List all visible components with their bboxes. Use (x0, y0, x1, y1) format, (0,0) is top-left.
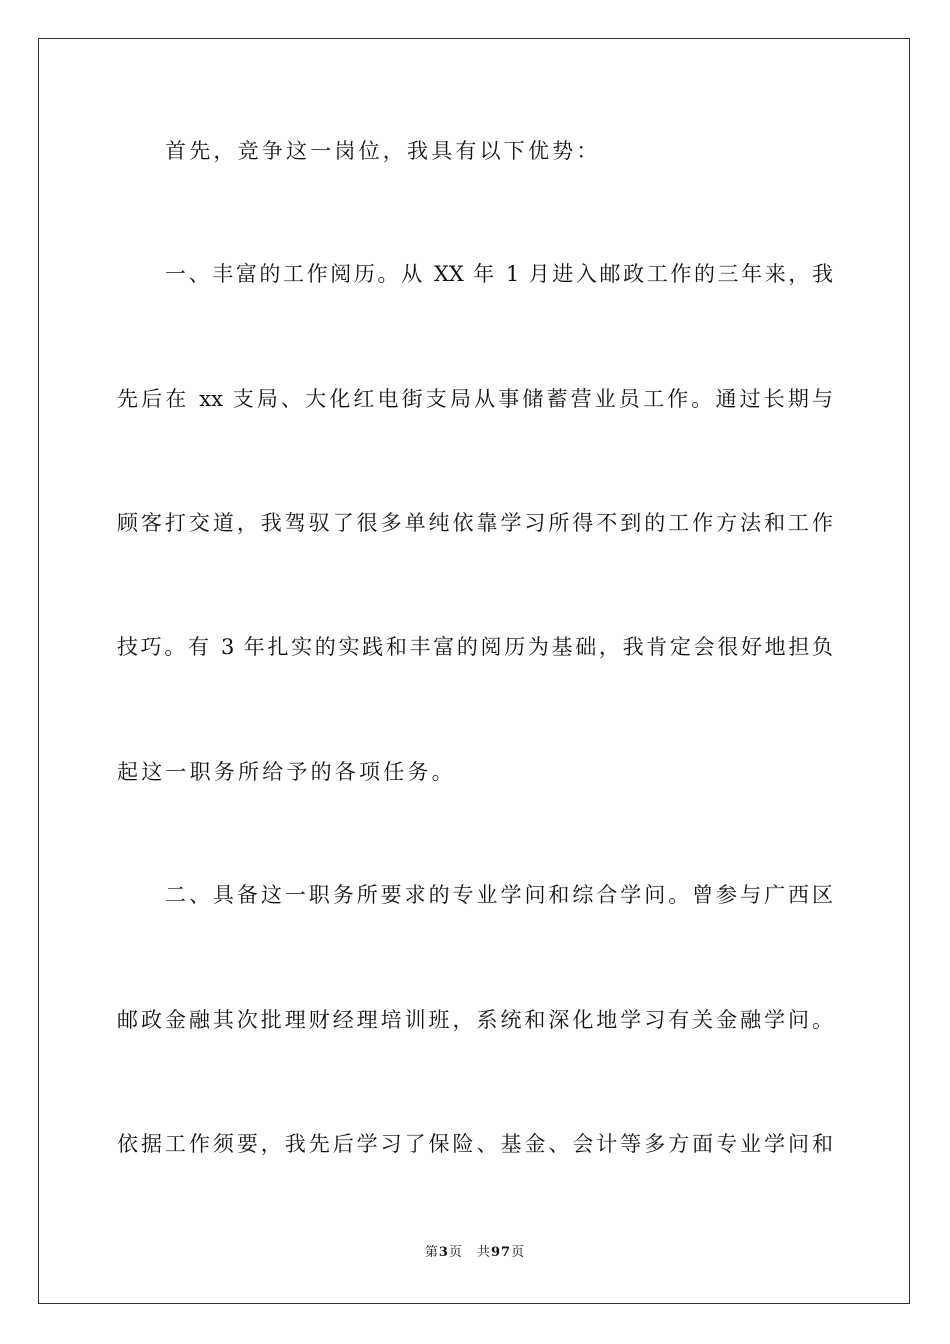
paragraph-line-5: 技巧。有 3 年扎实的实践和丰富的阅历为基础，我肯定会很好地担负 (117, 635, 833, 659)
total-prefix: 共 (476, 1245, 491, 1260)
paragraph-line-4: 顾客打交道，我驾驭了很多单纯依靠学习所得不到的工作方法和工作 (117, 511, 833, 535)
paragraph-line-1: 首先，竞争这一岗位，我具有以下优势： (165, 139, 601, 163)
page-prefix: 第 (424, 1245, 439, 1260)
paragraph-line-6: 起这一职务所给予的各项任务。 (117, 760, 456, 784)
page-footer (0, 1244, 950, 1262)
paragraph-line-8: 邮政金融其次批理财经理培训班，系统和深化地学习有关金融学问。 (117, 1008, 833, 1032)
page-suffix: 页 (448, 1245, 463, 1260)
page-number: 3 (438, 1245, 449, 1260)
paragraph-line-7: 二、具备这一职务所要求的专业学问和综合学问。曾参与广西区 (165, 883, 833, 907)
total-pages: 97 (490, 1245, 512, 1260)
paragraph-line-2: 一、丰富的工作阅历。从 XX 年 1 月进入邮政工作的三年来，我 (165, 262, 833, 286)
paragraph-line-3: 先后在 xx 支局、大化红电街支局从事储蓄营业员工作。通过长期与 (117, 387, 833, 411)
paragraph-line-9: 依据工作须要，我先后学习了保险、基金、会计等多方面专业学问和 (117, 1132, 833, 1156)
page-border (38, 38, 910, 1304)
total-suffix: 页 (511, 1245, 526, 1260)
